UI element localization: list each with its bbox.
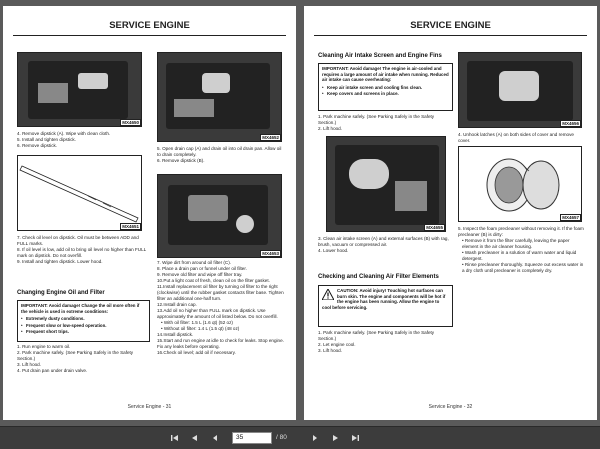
viewer-toolbar (0, 426, 600, 449)
figure-id: MX4656 (562, 121, 579, 126)
important-notice: IMPORTANT: Avoid damage! Change the oil more often if the vehicle is used in extreme conditions: • Extremely dusty conditions. • Frequent slow or low-speed operation. • Frequent short trips. (17, 300, 150, 342)
steps-5-6: 5. Open drain cap (A) and drain oil into oil drain pan. Allow oil to drain completely. 6. Remove dipstick (B). (157, 146, 282, 163)
figure-air-cleaner-cover (458, 52, 582, 128)
figure-id: MX4650 (122, 120, 139, 125)
page-footer: Service Engine - 32 (428, 404, 473, 410)
section-title-air-filter: Checking and Cleaning Air Filter Elements (318, 274, 439, 280)
previous-page-icon (190, 433, 200, 443)
total-pages: / 80 (276, 434, 287, 441)
figure-id: MX4657 (562, 215, 579, 220)
steps-1-2: 1. Park machine safely. (See Parking Safely in the Safety Section.) 2. Lift hood. (318, 114, 435, 131)
back-button[interactable] (210, 433, 220, 443)
page-number-input[interactable]: 35 (232, 432, 272, 444)
step-5: 5. Inspect the foam precleaner without removing it. If the foam precleaner (B) is dirty: • Remove it from the filter carefully, leaving the paper element in the air cleaner housing. • Wash precleaner in a solution of warm water and liquid detergent. • Rinse precleaner thoroughly. Squeeze out excess water in a dry cloth until precleaner is completely dry. (458, 226, 584, 273)
figure-engine-dipstick (17, 52, 142, 127)
header-rule (13, 35, 286, 36)
first-page-button[interactable] (170, 433, 180, 443)
page-right (304, 6, 597, 420)
figure-id: MX4655 (426, 225, 443, 230)
page-header: SERVICE ENGINE (109, 20, 190, 31)
next-page-icon (330, 433, 340, 443)
figure-id: MX4652 (262, 135, 279, 140)
steps-oil-1-4: 1. Run engine to warm oil. 2. Park machine safely. (See Parking Safely in the Safety Section.) 3. Lift hood. 4. Put drain pan under drain valve. (17, 344, 134, 373)
next-page-button[interactable] (330, 433, 340, 443)
first-page-icon (170, 433, 180, 443)
figure-air-intake-screen (326, 136, 446, 232)
caution-notice: CAUTION: Avoid injury! Touching hot surfaces can burn skin. The engine and components will be hot if the engine has been running. Allow the engine to cool before servicing. (318, 285, 453, 327)
last-page-button[interactable] (350, 433, 360, 443)
step-4: 4. Unhook latches (A) on both sides of cover and remove cover. (458, 132, 574, 143)
back-arrow-icon (210, 433, 220, 443)
steps-7-16: 7. Wipe dirt from around oil filter (C). 8. Place a drain pan or funnel under oil filter. 9. Remove old filter and wipe off filter tray. 10.Put a light coat of fresh, clean oil on the filter gasket. 11.Install replacement oil filter by turning oil filter to the right (clockwise) until the rubber gasket contacts filter base. Tighten filter an additional one-half turn. 12.Install drain cap. 13.Add oil no higher than FULL mark on dipstick. Use approximately the amount of oil listed below. Do not overfill. • With oil filter: 1.5 L (1.6 qt) (52 oz) • Without oil filter: 1.4 L (1.5 qt) (48 oz) 14.Install dipstick. 15.Start and run engine at idle to check for leaks. Stop engine. Fix any leaks before operating. 16.Check oil level; add oil if necessary. (157, 260, 284, 355)
figure-oil-filter (157, 174, 282, 258)
figure-dipstick (17, 155, 142, 231)
steps-filter-1-3: 1. Park machine safely. (See Parking Safely in the Safety Section.) 2. Let engine cool. 3. Lift hood. (318, 330, 435, 353)
section-title-air-intake: Cleaning Air Intake Screen and Engine Fins (318, 53, 442, 59)
warning-icon (322, 289, 334, 300)
figure-foam-precleaner (458, 146, 582, 222)
steps-7-9: 7. Check oil level on dipstick. Oil must be between ADD and FULL marks. 8. If oil level is low, add oil to bring oil level no higher than FULL mark on dipstick. Do not overfill. 9. Install and tighten dipstick. Lower hood. (17, 235, 147, 264)
steps-3-4: 3. Clean air intake screen (A) and external surfaces (B) with rag, brush, vacuum or compressed air. 4. Lower hood. (318, 236, 449, 253)
previous-page-button[interactable] (190, 433, 200, 443)
page-header: SERVICE ENGINE (410, 20, 491, 31)
figure-id: MX4653 (262, 251, 279, 256)
last-page-icon (350, 433, 360, 443)
steps-4-6: 4. Remove dipstick (A). Wipe with clean cloth. 5. Install and tighten dipstick. 6. Remove dipstick. (17, 131, 111, 148)
dipstick-illustration (18, 156, 142, 231)
page-footer: Service Engine - 31 (127, 404, 172, 410)
forward-arrow-icon (310, 433, 320, 443)
section-title-oil: Changing Engine Oil and Filter (17, 290, 105, 296)
forward-button[interactable] (310, 433, 320, 443)
air-filter-illustration (459, 147, 582, 222)
important-notice: IMPORTANT: Avoid damage! The engine is air-cooled and requires a large amount of air intake when running. Reduced air intake can cause overheating: • Keep air intake screen and cooling fins clean. • Keep covers and screens in place. (318, 63, 453, 111)
page-left (3, 6, 296, 420)
figure-id: MX4651 (122, 224, 139, 229)
header-rule (314, 35, 587, 36)
figure-drain-cap (157, 52, 282, 142)
